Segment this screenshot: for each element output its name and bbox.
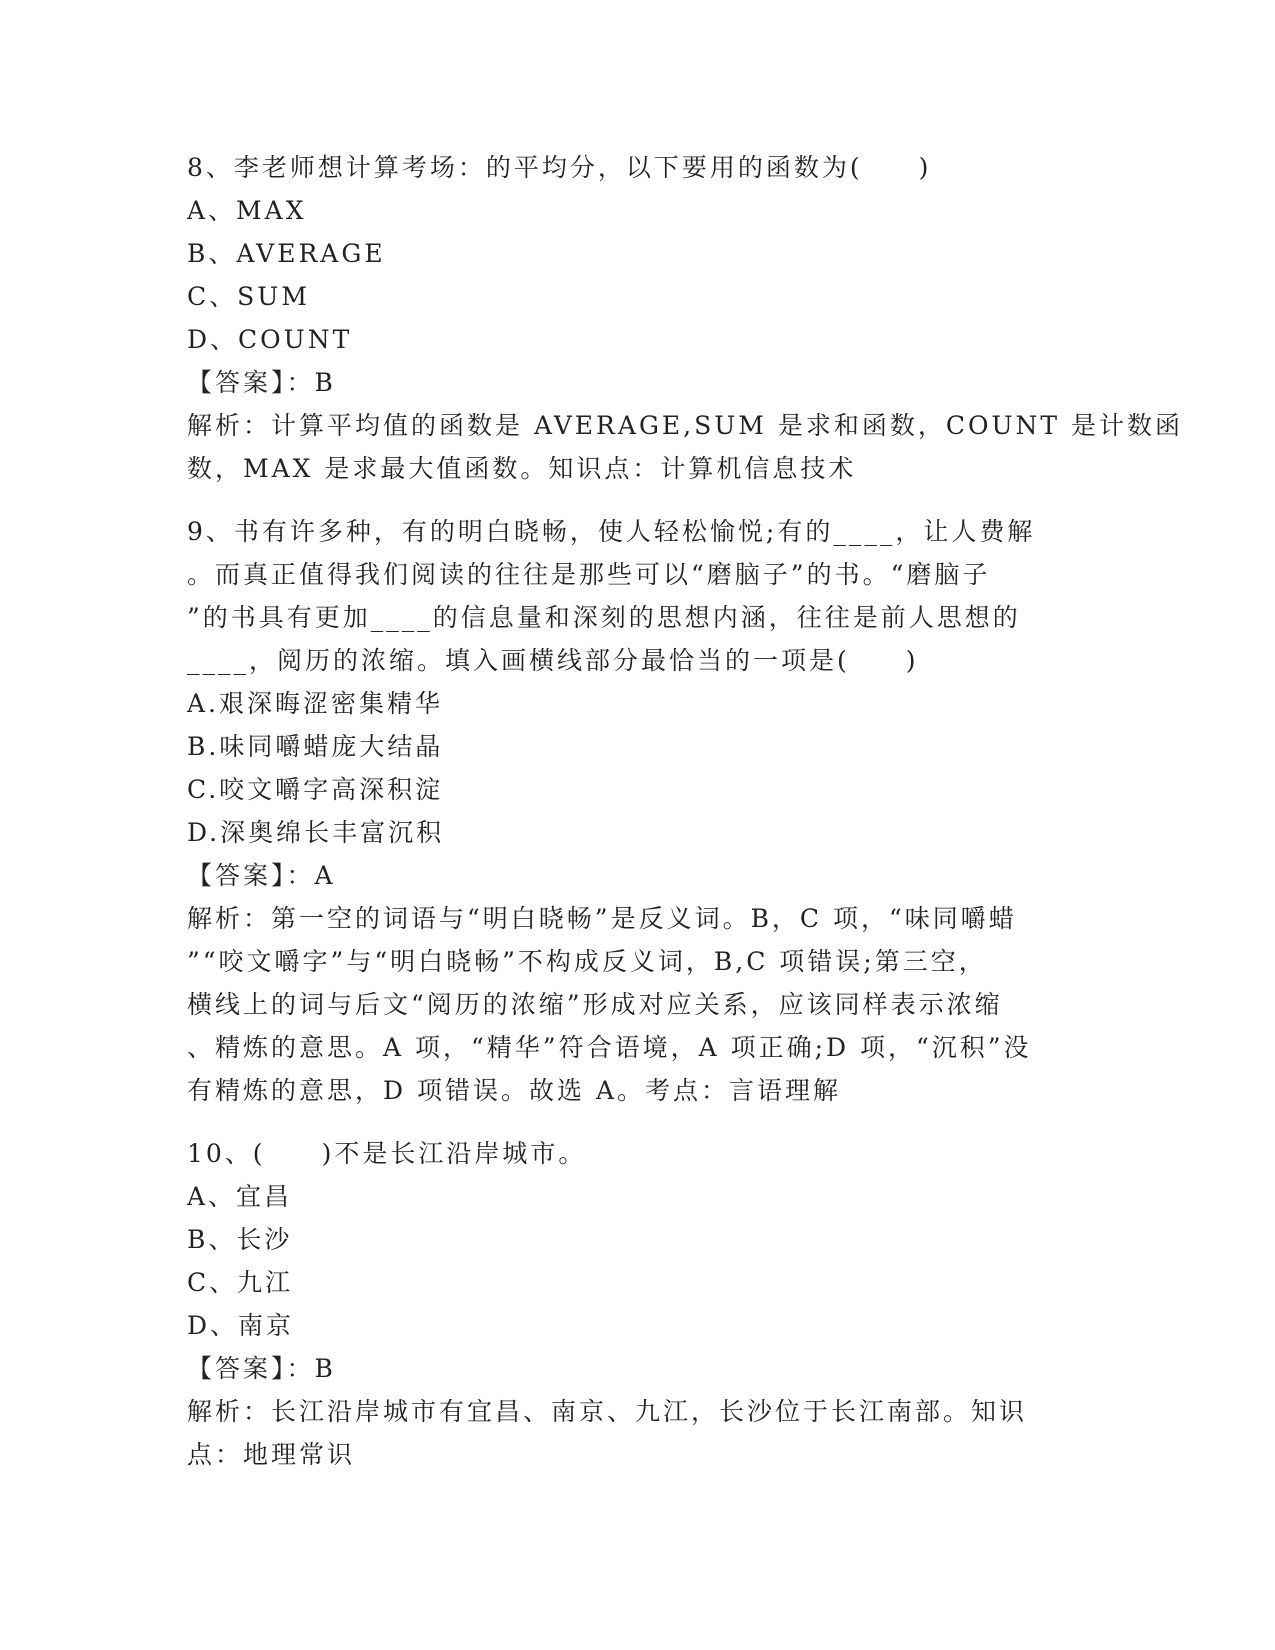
question-8-option-c: C、SUM: [187, 282, 310, 311]
question-9-stem-line: 9、书有许多种，有的明白晓畅，使人轻松愉悦;有的____，让人费解: [187, 517, 1036, 546]
question-9-option-d: D.深奥绵长丰富沉积: [187, 818, 445, 847]
question-10-stem-line: 10、( )不是长江沿岸城市。: [187, 1139, 587, 1168]
question-8-option-d: D、COUNT: [187, 325, 353, 354]
question-10-option-d: D、南京: [187, 1311, 295, 1340]
question-9-analysis-line: 横线上的词与后文“阅历的浓缩”形成对应关系，应该同样表示浓缩: [187, 990, 1003, 1019]
question-10-answer: 【答案】：B: [187, 1354, 336, 1383]
question-9-answer: 【答案】：A: [187, 861, 336, 890]
question-9-option-b: B.味同嚼蜡庞大结晶: [187, 732, 444, 761]
question-list: [187, 146, 1184, 1476]
question-9: [187, 510, 1087, 1112]
question-9-stem-line: ”的书具有更加____的信息量和深刻的思想内涵，往往是前人思想的: [187, 603, 1021, 632]
question-8-stem-line: 8、李老师想计算考场：的平均分，以下要用的函数为( ): [187, 153, 932, 182]
question-10-option-a: A、宜昌: [187, 1182, 293, 1211]
question-8-option-a: A、MAX: [187, 196, 307, 225]
question-9-analysis-line: 解析：第一空的词语与“明白晓畅”是反义词。B，C 项，“味同嚼蜡: [187, 904, 1017, 933]
question-10: [187, 1132, 1087, 1476]
question-9-analysis-line: 有精炼的意思，D 项错误。故选 A。考点：言语理解: [187, 1076, 841, 1105]
question-8-analysis-line: 解析：计算平均值的函数是 AVERAGE,SUM 是求和函数，COUNT 是计数函: [187, 411, 1184, 440]
question-10-option-b: B、长沙: [187, 1225, 293, 1254]
question-9-analysis-line: 、精炼的意思。A 项，“精华”符合语境，A 项正确;D 项，“沉积”没: [187, 1033, 1032, 1062]
question-9-stem-line: ____，阅历的浓缩。填入画横线部分最恰当的一项是( ): [187, 646, 919, 675]
question-9-option-c: C.咬文嚼字高深积淀: [187, 775, 444, 804]
question-10-analysis-line: 解析：长江沿岸城市有宜昌、南京、九江，长沙位于长江南部。知识: [187, 1397, 1028, 1426]
question-10-analysis-line: 点：地理常识: [187, 1440, 356, 1469]
question-8-option-b: B、AVERAGE: [187, 239, 386, 268]
question-10-option-c: C、九江: [187, 1268, 294, 1297]
question-9-analysis-line: ”“咬文嚼字”与“明白晓畅”不构成反义词，B,C 项错误;第三空，: [187, 947, 987, 976]
question-8-analysis-line: 数，MAX 是求最大值函数。知识点：计算机信息技术: [187, 454, 857, 483]
question-9-stem-line: 。而真正值得我们阅读的往往是那些可以“磨脑子”的书。“磨脑子: [187, 560, 991, 589]
question-8-answer: 【答案】：B: [187, 368, 336, 397]
question-9-option-a: A.艰深晦涩密集精华: [187, 689, 444, 718]
question-8: [187, 146, 1184, 490]
